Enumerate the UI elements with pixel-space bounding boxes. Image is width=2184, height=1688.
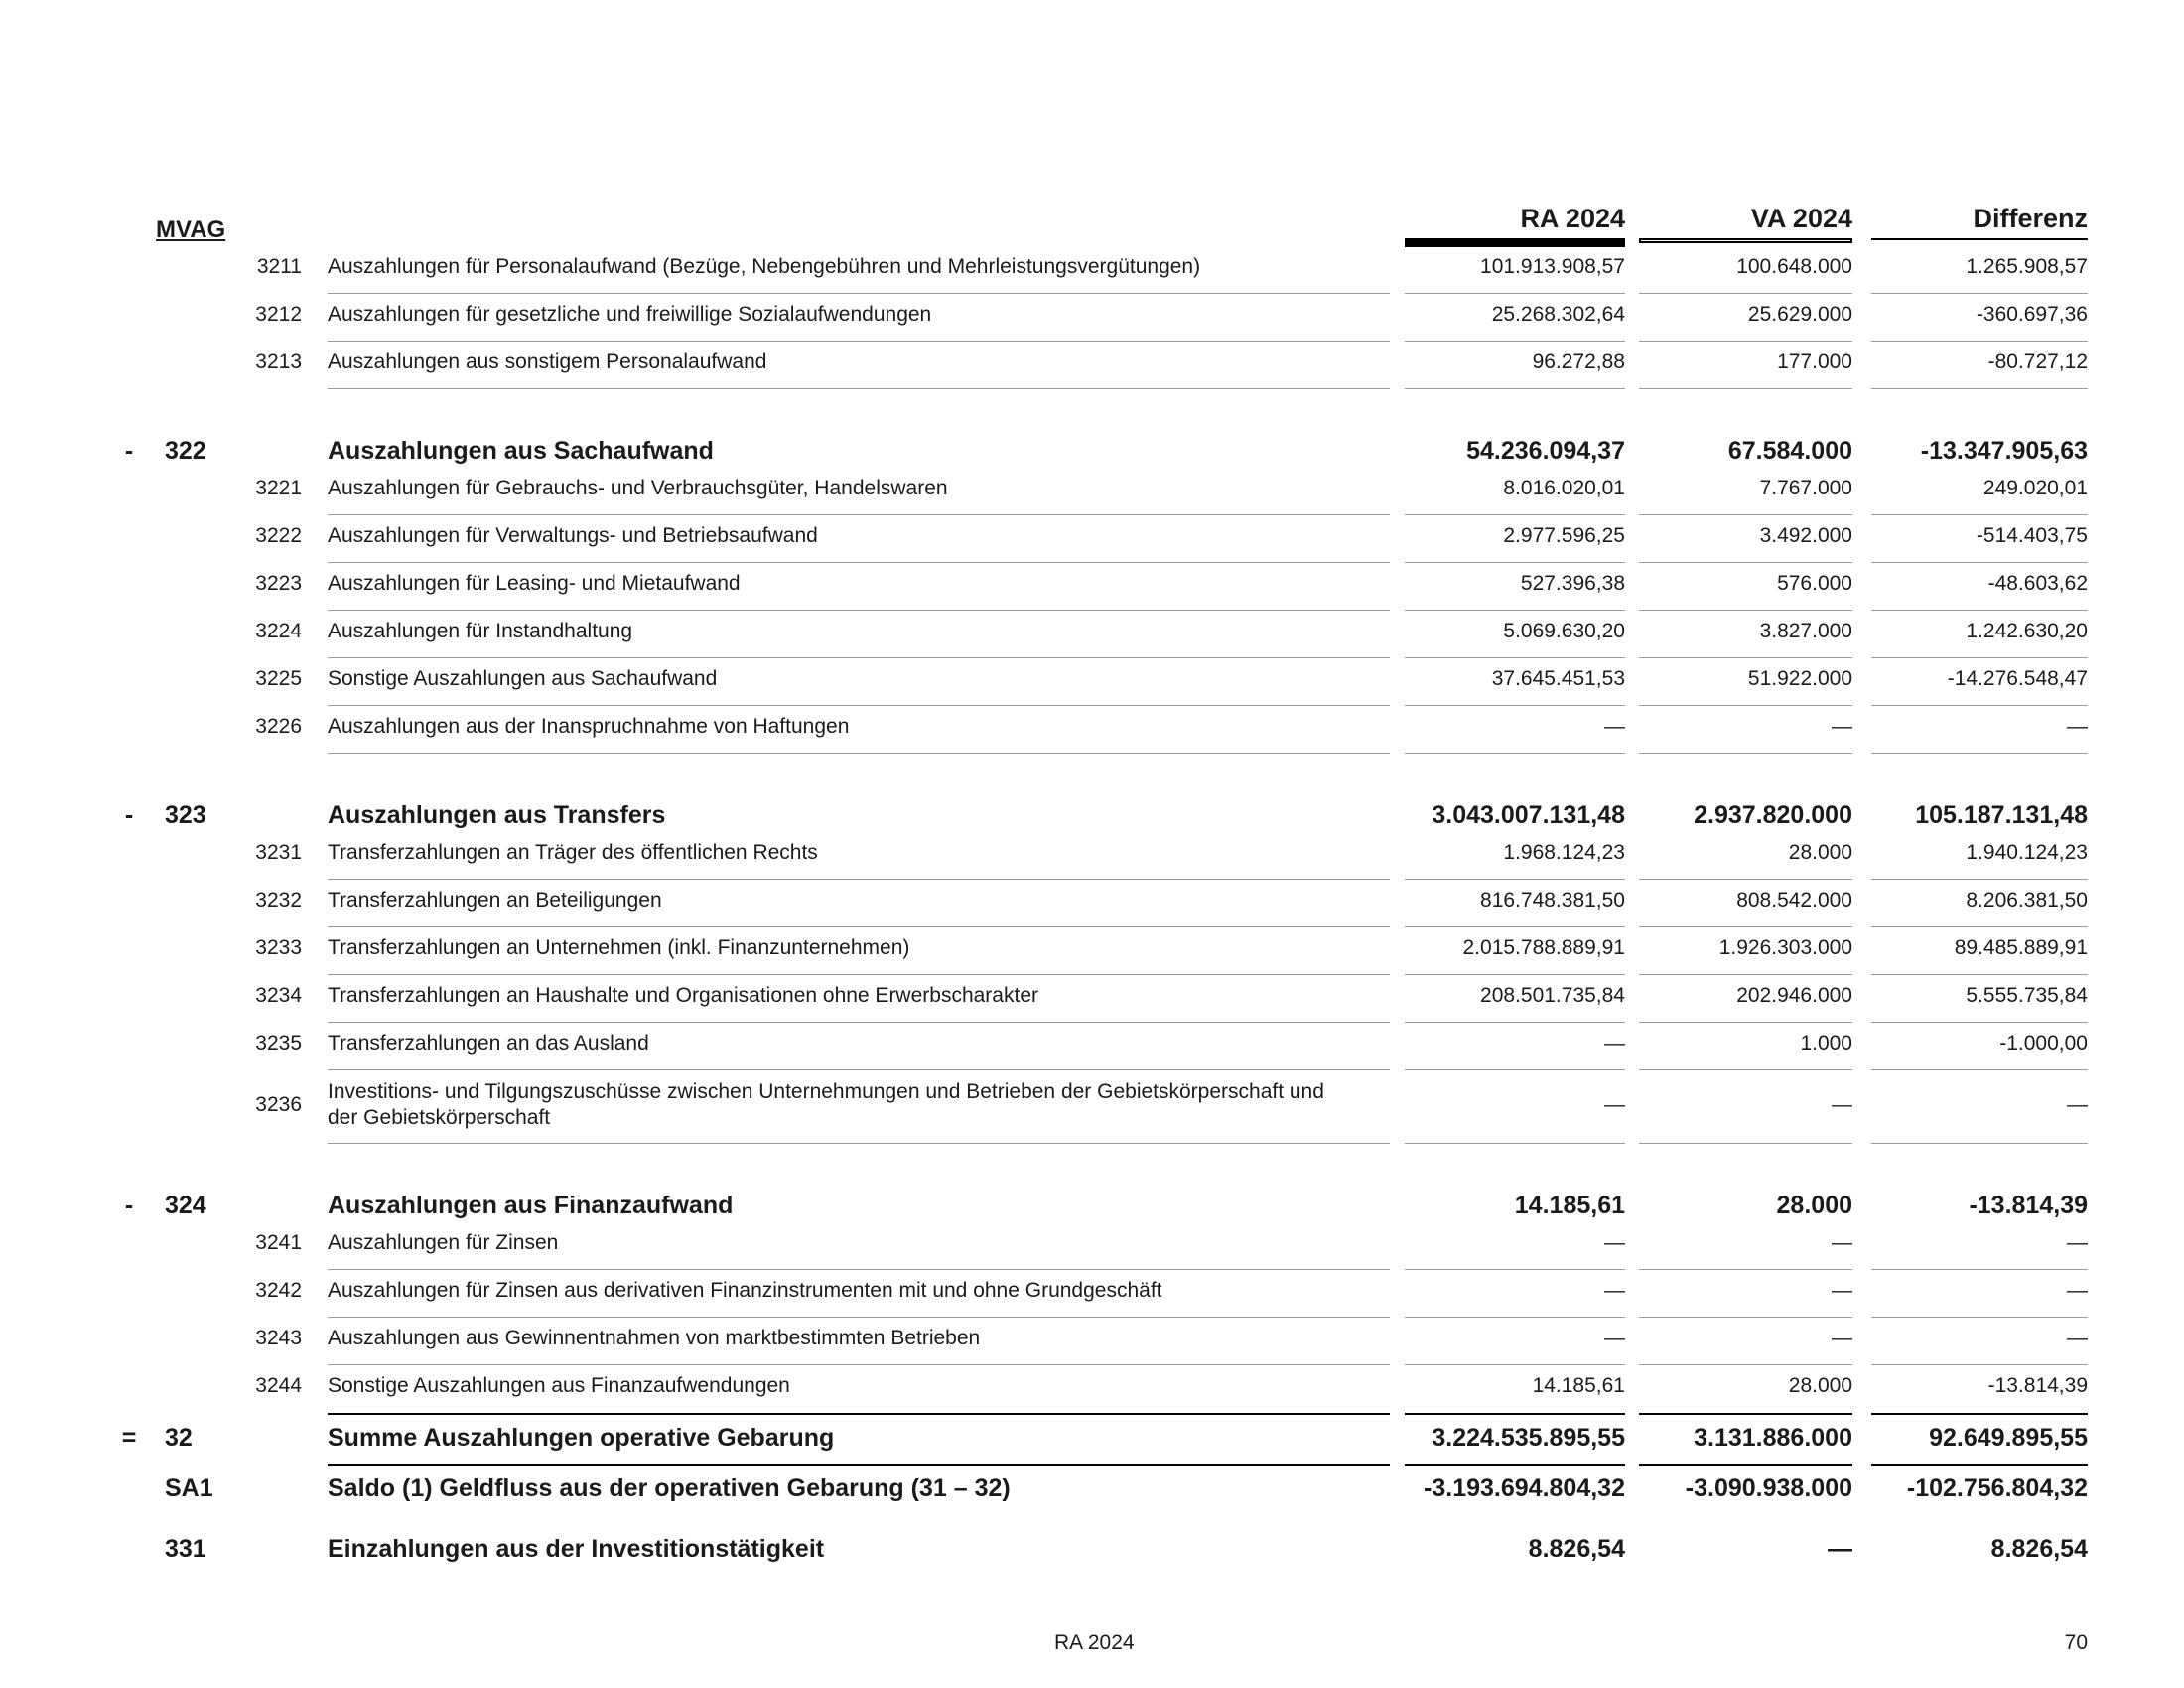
row-value-va: 808.542.000 (1736, 889, 1852, 912)
row-value-diff: — (2067, 715, 2088, 738)
row-description: Auszahlungen aus der Inanspruchnahme von Haftungen (328, 715, 850, 738)
row-description: Auszahlungen für Zinsen (328, 1231, 559, 1254)
row-value-va: 3.131.886.000 (1694, 1424, 1852, 1452)
row-description: Transferzahlungen an Haushalte und Organisationen ohne Erwerbscharakter (328, 984, 1038, 1007)
row-subcode: 3224 (255, 620, 302, 642)
row-value-va: 28.000 (1776, 1192, 1852, 1219)
column-header-ra-2024: RA 2024 (1520, 204, 1625, 233)
row-description: Sonstige Auszahlungen aus Finanzaufwendungen (328, 1374, 790, 1397)
row-divider (328, 879, 1390, 880)
page-number: 70 (2064, 1631, 2088, 1654)
footer-title: RA 2024 (1054, 1631, 1135, 1654)
row-divider (1639, 341, 1852, 342)
row-value-ra: 25.268.302,64 (1491, 303, 1625, 326)
row-divider (1871, 562, 2088, 563)
row-value-ra: 2.977.596,25 (1503, 524, 1625, 547)
row-value-diff: — (2067, 1327, 2088, 1349)
row-sign: = (121, 1424, 137, 1452)
row-description: Auszahlungen aus Sachaufwand (328, 437, 714, 465)
row-description: Auszahlungen aus Gewinnentnahmen von marktbestimmten Betrieben (328, 1327, 981, 1349)
row-value-va: — (1832, 1231, 1852, 1254)
row-value-va: — (1828, 1535, 1852, 1563)
row-divider (1639, 1364, 1852, 1365)
row-value-ra: 101.913.908,57 (1480, 255, 1625, 278)
row-value-diff: -360.697,36 (1976, 303, 2088, 326)
row-divider (1405, 879, 1625, 880)
row-value-diff: -14.276.548,47 (1947, 667, 2088, 690)
row-description: Summe Auszahlungen operative Gebarung (328, 1424, 835, 1452)
row-value-va: 28.000 (1788, 841, 1852, 864)
row-divider (1639, 388, 1852, 389)
row-divider (1871, 926, 2088, 927)
row-divider (1639, 514, 1852, 515)
row-value-va: 3.492.000 (1759, 524, 1852, 547)
header-rule-ra (1405, 238, 1625, 247)
row-value-ra: 14.185,61 (1532, 1374, 1625, 1397)
row-divider (1405, 1269, 1625, 1270)
row-value-va: 202.946.000 (1736, 984, 1852, 1007)
total-divider (1405, 1413, 1625, 1415)
column-header-differenz: Differenz (1973, 204, 2088, 233)
row-value-ra: 8.016.020,01 (1503, 477, 1625, 499)
row-value-va: -3.090.938.000 (1685, 1475, 1852, 1502)
row-description: Auszahlungen für Gebrauchs- und Verbrauchsgüter, Handelswaren (328, 477, 948, 499)
row-value-ra: 8.826,54 (1528, 1535, 1625, 1563)
row-divider (328, 1022, 1390, 1023)
row-description: Saldo (1) Geldfluss aus der operativen Gebarung (31 – 32) (328, 1475, 1011, 1502)
row-value-diff: -13.814,39 (1969, 1192, 2088, 1219)
row-value-va: 1.926.303.000 (1718, 936, 1852, 959)
row-divider (1639, 293, 1852, 294)
row-subcode: 3242 (255, 1279, 302, 1302)
row-value-ra: — (1604, 1327, 1625, 1349)
row-divider (1405, 1317, 1625, 1318)
row-description: Auszahlungen für Leasing- und Mietaufwand (328, 572, 741, 595)
row-value-diff: -80.727,12 (1987, 351, 2088, 373)
row-subcode: 3241 (255, 1231, 302, 1254)
row-divider (1871, 1069, 2088, 1070)
total-divider (1871, 1464, 2088, 1466)
total-divider (328, 1464, 1390, 1466)
row-divider (1639, 753, 1852, 754)
row-value-va: 67.584.000 (1727, 437, 1852, 465)
row-value-ra: — (1604, 1279, 1625, 1302)
row-divider (1871, 753, 2088, 754)
total-divider (1405, 1464, 1625, 1466)
row-value-va: 2.937.820.000 (1694, 801, 1852, 829)
row-divider (1405, 293, 1625, 294)
row-divider (1871, 293, 2088, 294)
row-divider (1405, 753, 1625, 754)
row-subcode: 3225 (255, 667, 302, 690)
row-code: 324 (165, 1192, 206, 1219)
row-value-ra: 5.069.630,20 (1503, 620, 1625, 642)
row-value-diff: 5.555.735,84 (1966, 984, 2088, 1007)
row-divider (328, 1269, 1390, 1270)
row-description: Einzahlungen aus der Investitionstätigkeit (328, 1535, 825, 1563)
row-divider (1639, 1317, 1852, 1318)
row-subcode: 3221 (255, 477, 302, 499)
row-divider (328, 388, 1390, 389)
row-divider (1871, 705, 2088, 706)
row-subcode: 3211 (256, 255, 302, 278)
row-divider (1405, 562, 1625, 563)
row-value-ra: 96.272,88 (1532, 351, 1625, 373)
row-divider (1639, 610, 1852, 611)
mvag-header: MVAG (156, 216, 226, 243)
row-value-ra: — (1604, 1032, 1625, 1055)
row-value-ra: 37.645.451,53 (1491, 667, 1625, 690)
row-value-ra: — (1604, 1093, 1625, 1116)
row-value-va: 1.000 (1800, 1032, 1852, 1055)
row-value-diff: — (2067, 1279, 2088, 1302)
row-description: Sonstige Auszahlungen aus Sachaufwand (328, 667, 718, 690)
row-value-ra: 2.015.788.889,91 (1462, 936, 1625, 959)
row-code: 322 (165, 437, 206, 465)
row-value-va: — (1832, 1093, 1852, 1116)
row-subcode: 3226 (255, 715, 302, 738)
row-value-diff: -102.756.804,32 (1906, 1475, 2088, 1502)
row-divider (328, 610, 1390, 611)
row-code: 32 (165, 1424, 193, 1452)
row-description: Auszahlungen für Personalaufwand (Bezüge, Nebengebühren und Mehrleistungsvergütungen) (328, 255, 1201, 278)
row-divider (328, 1317, 1390, 1318)
row-value-diff: 105.187.131,48 (1915, 801, 2088, 829)
row-subcode: 3233 (255, 936, 302, 959)
row-divider (1405, 974, 1625, 975)
row-divider (1639, 1022, 1852, 1023)
row-description: Auszahlungen für gesetzliche und freiwillige Sozialaufwendungen (328, 303, 932, 326)
row-code: SA1 (165, 1475, 213, 1502)
row-value-diff: 1.265.908,57 (1966, 255, 2088, 278)
row-divider (1871, 388, 2088, 389)
row-description: Transferzahlungen an das Ausland (328, 1032, 649, 1055)
row-subcode: 3243 (255, 1327, 302, 1349)
row-value-diff: 89.485.889,91 (1954, 936, 2088, 959)
row-divider (328, 657, 1390, 658)
row-subcode: 3212 (255, 303, 302, 326)
row-subcode: 3232 (255, 889, 302, 912)
row-value-ra: 14.185,61 (1514, 1192, 1625, 1219)
row-divider (328, 926, 1390, 927)
row-divider (1405, 657, 1625, 658)
total-divider (1639, 1413, 1852, 1415)
row-value-diff: -1.000,00 (1999, 1032, 2088, 1055)
row-divider (1871, 974, 2088, 975)
row-divider (1871, 1269, 2088, 1270)
row-divider (1639, 657, 1852, 658)
row-value-diff: 92.649.895,55 (1929, 1424, 2088, 1452)
row-divider (1405, 1143, 1625, 1144)
row-divider (1405, 1364, 1625, 1365)
row-description: Transferzahlungen an Beteiligungen (328, 889, 662, 912)
row-value-diff: 1.940.124,23 (1966, 841, 2088, 864)
row-description: Auszahlungen aus sonstigem Personalaufwand (328, 351, 767, 373)
row-value-diff: -514.403,75 (1976, 524, 2088, 547)
row-divider (1871, 1317, 2088, 1318)
row-value-ra: 54.236.094,37 (1466, 437, 1625, 465)
row-divider (328, 1364, 1390, 1365)
row-description: Auszahlungen für Zinsen aus derivativen Finanzinstrumenten mit und ohne Grundgeschäft (328, 1279, 1162, 1302)
column-header-va-2024: VA 2024 (1750, 204, 1852, 233)
row-value-diff: -48.603,62 (1987, 572, 2088, 595)
row-value-ra: 527.396,38 (1520, 572, 1625, 595)
row-value-ra: — (1604, 1231, 1625, 1254)
row-value-diff: — (2067, 1231, 2088, 1254)
total-divider (1871, 1413, 2088, 1415)
row-value-ra: 208.501.735,84 (1480, 984, 1625, 1007)
row-value-va: 51.922.000 (1747, 667, 1852, 690)
row-divider (328, 514, 1390, 515)
row-divider (1639, 1069, 1852, 1070)
row-divider (328, 753, 1390, 754)
row-description: Auszahlungen aus Transfers (328, 801, 666, 829)
row-subcode: 3223 (255, 572, 302, 595)
row-divider (1871, 1364, 2088, 1365)
row-value-va: 3.827.000 (1759, 620, 1852, 642)
row-subcode: 3236 (255, 1093, 302, 1116)
row-sign: - (124, 437, 134, 465)
row-divider (328, 705, 1390, 706)
row-divider (1871, 1022, 2088, 1023)
row-sign: - (124, 1192, 134, 1219)
row-code: 331 (165, 1535, 206, 1563)
total-divider (328, 1413, 1390, 1415)
row-value-va: 25.629.000 (1747, 303, 1852, 326)
row-divider (1639, 562, 1852, 563)
row-divider (1639, 1269, 1852, 1270)
row-divider (1405, 926, 1625, 927)
row-description: Transferzahlungen an Träger des öffentlichen Rechts (328, 841, 818, 864)
row-subcode: 3222 (255, 524, 302, 547)
row-divider (1871, 514, 2088, 515)
row-value-ra: — (1604, 715, 1625, 738)
row-divider (328, 1143, 1390, 1144)
row-value-diff: -13.347.905,63 (1920, 437, 2088, 465)
row-value-va: — (1832, 1327, 1852, 1349)
row-description: Auszahlungen für Verwaltungs- und Betriebsaufwand (328, 524, 818, 547)
header-rule-diff (1871, 238, 2088, 240)
row-divider (1405, 705, 1625, 706)
row-divider (328, 974, 1390, 975)
row-value-diff: 8.206.381,50 (1966, 889, 2088, 912)
row-divider (328, 293, 1390, 294)
row-description: Transferzahlungen an Unternehmen (inkl. Finanzunternehmen) (328, 936, 910, 959)
total-divider (1639, 1464, 1852, 1466)
row-divider (1871, 341, 2088, 342)
row-value-diff: — (2067, 1093, 2088, 1116)
row-description: Investitions- und Tilgungszuschüsse zwischen Unternehmungen und Betrieben der Gebietskörperschaft und der Gebietskörperschaft (328, 1080, 1324, 1129)
row-divider (1871, 879, 2088, 880)
row-subcode: 3235 (255, 1032, 302, 1055)
row-subcode: 3231 (255, 841, 302, 864)
row-value-ra: 1.968.124,23 (1503, 841, 1625, 864)
row-value-ra: 3.224.535.895,55 (1432, 1424, 1625, 1452)
row-value-va: 576.000 (1777, 572, 1852, 595)
row-divider (1405, 388, 1625, 389)
row-divider (1871, 1143, 2088, 1144)
row-value-ra: -3.193.694.804,32 (1424, 1475, 1625, 1502)
row-description: Auszahlungen für Instandhaltung (328, 620, 633, 642)
row-divider (328, 341, 1390, 342)
row-sign: - (124, 801, 134, 829)
row-value-va: — (1832, 1279, 1852, 1302)
row-code: 323 (165, 801, 206, 829)
row-divider (328, 562, 1390, 563)
row-divider (1405, 1022, 1625, 1023)
row-subcode: 3234 (255, 984, 302, 1007)
row-value-va: 7.767.000 (1759, 477, 1852, 499)
row-divider (1405, 1069, 1625, 1070)
row-value-diff: 249.020,01 (1982, 477, 2088, 499)
row-divider (328, 1069, 1390, 1070)
row-value-va: 100.648.000 (1736, 255, 1852, 278)
row-subcode: 3244 (255, 1374, 302, 1397)
row-subcode: 3213 (255, 351, 302, 373)
row-divider (1405, 341, 1625, 342)
row-description: Auszahlungen aus Finanzaufwand (328, 1192, 734, 1219)
header-rule-va (1639, 238, 1852, 243)
row-divider (1405, 514, 1625, 515)
row-value-va: 28.000 (1788, 1374, 1852, 1397)
row-divider (1639, 705, 1852, 706)
row-divider (1871, 657, 2088, 658)
row-value-ra: 816.748.381,50 (1480, 889, 1625, 912)
row-divider (1639, 974, 1852, 975)
row-value-va: 177.000 (1777, 351, 1852, 373)
row-value-diff: 8.826,54 (1990, 1535, 2088, 1563)
row-divider (1639, 926, 1852, 927)
row-divider (1639, 1143, 1852, 1144)
row-divider (1639, 879, 1852, 880)
row-divider (1405, 610, 1625, 611)
row-value-va: — (1832, 715, 1852, 738)
row-value-diff: -13.814,39 (1987, 1374, 2088, 1397)
row-value-diff: 1.242.630,20 (1966, 620, 2088, 642)
row-divider (1871, 610, 2088, 611)
row-value-ra: 3.043.007.131,48 (1432, 801, 1625, 829)
